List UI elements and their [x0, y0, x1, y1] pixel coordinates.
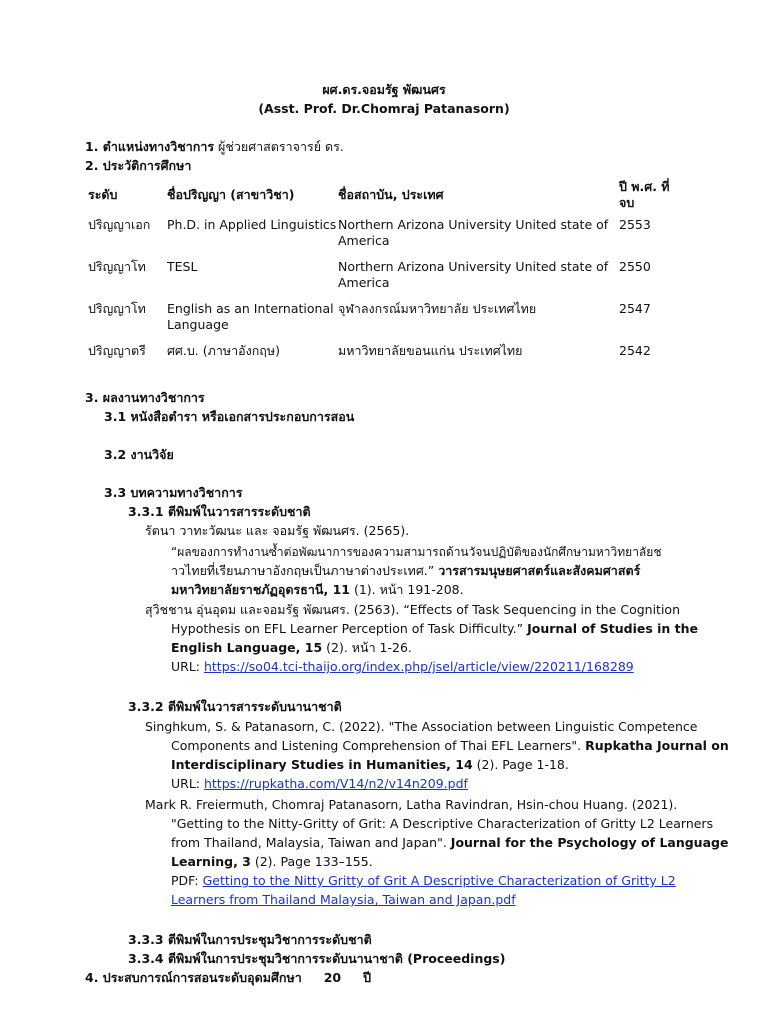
reference-4-title-end: from Thailand, Malaysia, Taiwan and Japan".	[171, 835, 451, 850]
teaching-unit: ปี	[363, 970, 372, 985]
reference-1-title-line2: าวไทยที่เรียนภาษาอังกฤษเป็นภาษาต่างประเทศ.”	[171, 563, 439, 578]
pdf-label: PDF:	[171, 873, 203, 888]
reference-2-pages: (2). หน้า 1-26.	[322, 640, 412, 655]
reference-1-line3	[171, 581, 464, 599]
reference-1-title-line1: “ผลของการทำงานซ้ำต่อพัฒนาการของความสามารถด้านวัจนปฏิบัติของนักศึกษามหาวิทยาลัยช	[171, 545, 662, 559]
reference-1-authors: รัตนา วาทะวัฒนะ และ จอมรัฐ พัฒนศร. (2565).	[145, 523, 410, 538]
reference-2-line2	[171, 620, 698, 638]
cell-year: 2542	[619, 343, 651, 358]
reference-4-pdf-line2	[171, 891, 516, 909]
reference-2-title: Hypothesis on EFL Learner Perception of Task Difficulty.”	[171, 621, 528, 636]
cell-year: 2550	[619, 259, 651, 274]
reference-2-url-line	[171, 658, 634, 676]
reference-2-line1: สุวิชชาน อุ่นอุดม และจอมรัฐ พัฒนศร. (2563). “Effects of Task Sequencing in the Cognition	[145, 602, 680, 617]
header-year: ปี พ.ศ. ที่จบ	[619, 179, 670, 210]
reference-3-title: Components and Listening Comprehension of Thai EFL Learners".	[171, 738, 586, 753]
subsection-national-proceedings: 3.3.3 ตีพิมพ์ในการประชุมวิชาการระดับชาติ	[128, 932, 372, 947]
cell-level: ปริญญาตรี	[88, 343, 146, 358]
reference-4-pages: (2). Page 133–155.	[250, 854, 373, 869]
subsection-textbooks: 3.1 หนังสือตำรา หรือเอกสารประกอบการสอน	[104, 409, 355, 424]
reference-3-pages: (2). Page 1-18.	[472, 757, 569, 772]
table-row	[88, 259, 679, 301]
cell-level: ปริญญาเอก	[88, 217, 151, 232]
url-label: URL:	[171, 776, 204, 791]
reference-4-pdf-link[interactable]: Getting to the Nitty Gritty of Grit A Descriptive Characterization of Gritty L2	[202, 873, 676, 888]
header-institution: ชื่อสถาบัน, ประเทศ	[338, 187, 444, 202]
section-label: 1. ตำแหน่งทางวิชาการ	[85, 139, 215, 154]
reference-1-journal-cont: มหาวิทยาลัยราชภัฏอุดรธานี, 11	[171, 582, 350, 597]
reference-1-pages: (1). หน้า 191-208.	[349, 582, 464, 597]
reference-4-journal-cont: Learning, 3	[171, 854, 251, 869]
cell-year: 2547	[619, 301, 651, 316]
reference-4-line1: Mark R. Freiermuth, Chomraj Patanasorn, Latha Ravindran, Hsin-chou Huang. (2021).	[145, 797, 678, 812]
cell-degree: ศศ.บ. (ภาษาอังกฤษ)	[167, 343, 280, 358]
name-english: (Asst. Prof. Dr.Chomraj Patanasorn)	[258, 101, 510, 116]
table-header-row	[88, 179, 679, 217]
table-row	[88, 343, 679, 369]
reference-2-url-link[interactable]: https://so04.tci-thaijo.org/index.php/jsel/article/view/220211/168289	[203, 659, 634, 674]
reference-3-line2	[171, 737, 729, 755]
name-thai: ผศ.ดร.จอมรัฐ พัฒนศร	[322, 82, 446, 97]
reference-4-journal: Journal for the Psychology of Language	[450, 835, 729, 850]
section-teaching-experience	[85, 969, 371, 987]
reference-2-journal-cont: English Language, 15	[171, 640, 323, 655]
url-label: URL:	[171, 659, 204, 674]
subsection-international-journals: 3.3.2 ตีพิมพ์ในวารสารระดับนานาชาติ	[128, 699, 342, 714]
section-academic-works-title: 3. ผลงานทางวิชาการ	[85, 390, 205, 405]
cell-institution: จุฬาลงกรณ์มหาวิทยาลัย ประเทศไทย	[338, 301, 537, 316]
cell-degree: English as an International Language	[167, 301, 334, 332]
reference-3-url-link[interactable]: https://rupkatha.com/V14/n2/v14n209.pdf	[203, 776, 468, 791]
table-row	[88, 301, 679, 343]
reference-2-journal: Journal of Studies in the	[527, 621, 699, 636]
reference-3-url-line	[171, 775, 468, 793]
header-level: ระดับ	[88, 187, 118, 202]
teaching-years: 20	[323, 970, 342, 985]
cell-level: ปริญญาโท	[88, 301, 146, 316]
reference-3-journal: Rupkatha Journal on	[585, 738, 729, 753]
teaching-label: 4. ประสบการณ์การสอนระดับอุดมศึกษา	[85, 970, 302, 985]
header-degree: ชื่อปริญญา (สาขาวิชา)	[167, 187, 295, 202]
cell-degree: TESL	[167, 259, 198, 274]
cell-year: 2553	[619, 217, 651, 232]
cell-institution: Northern Arizona University United state of America	[338, 217, 609, 248]
subsection-articles: 3.3 บทความทางวิชาการ	[104, 485, 243, 500]
reference-1-line2	[171, 562, 640, 580]
reference-3-journal-cont: Interdisciplinary Studies in Humanities, 14	[171, 757, 473, 772]
cell-institution: Northern Arizona University United state of America	[338, 259, 609, 290]
reference-4-pdf-line	[171, 872, 676, 890]
cell-degree: Ph.D. in Applied Linguistics	[167, 217, 337, 232]
table-row	[88, 217, 679, 259]
position-value: ผู้ช่วยศาสตราจารย์ ดร.	[214, 139, 344, 154]
reference-4-line2: "Getting to the Nitty-Gritty of Grit: A Descriptive Characterization of Gritty L2 Learners	[171, 816, 714, 831]
reference-1-journal: วารสารมนุษยศาสตร์และสังคมศาสตร์	[438, 563, 641, 578]
cell-level: ปริญญาโท	[88, 259, 146, 274]
reference-4-line3	[171, 834, 728, 852]
education-table	[88, 179, 679, 369]
section-education-title: 2. ประวัติการศึกษา	[85, 158, 192, 173]
reference-3-line3	[171, 756, 569, 774]
reference-4-line4	[171, 853, 373, 871]
subsection-international-proceedings: 3.3.4 ตีพิมพ์ในการประชุมวิชาการระดับนานาชาติ (Proceedings)	[128, 951, 506, 966]
subsection-national-journals: 3.3.1 ตีพิมพ์ในวารสารระดับชาติ	[128, 504, 311, 519]
reference-4-pdf-link-cont[interactable]: Learners from Thailand Malaysia, Taiwan and Japan.pdf	[171, 892, 516, 907]
section-academic-position	[85, 138, 344, 156]
reference-2-line3	[171, 639, 412, 657]
cell-institution: มหาวิทยาลัยขอนแก่น ประเทศไทย	[338, 343, 523, 358]
subsection-research: 3.2 งานวิจัย	[104, 447, 174, 462]
reference-3-line1: Singhkum, S. & Patanasorn, C. (2022). "The Association between Linguistic Competence	[145, 719, 698, 734]
